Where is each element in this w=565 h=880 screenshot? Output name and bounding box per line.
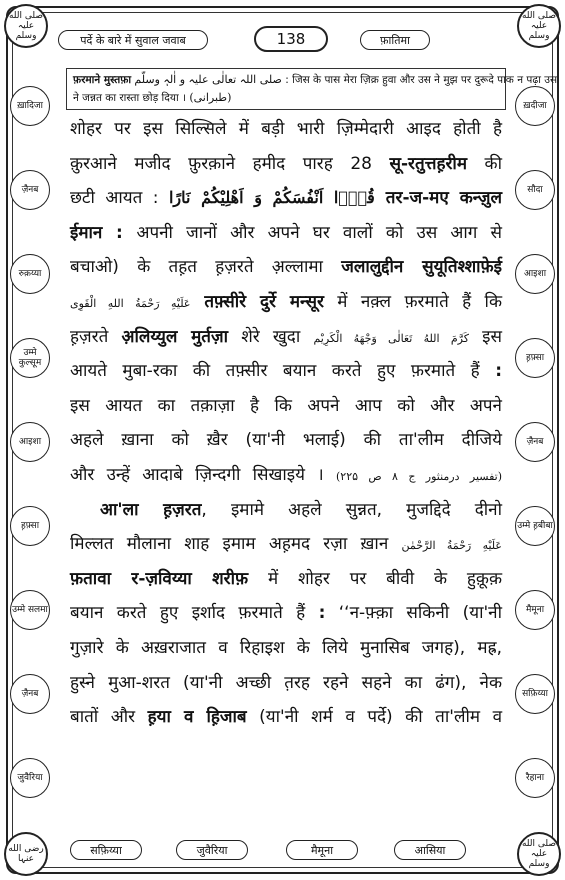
side-label: सौदा <box>515 170 555 210</box>
text-span: में शोहर पर बीवी के हुक़ूक़ <box>248 568 502 589</box>
text-span: शेरे खुदा <box>227 326 314 347</box>
text-span: में नक़्ल फ़रमाते हैं कि <box>323 291 503 312</box>
text-line <box>70 320 502 355</box>
scholar-name: जलालुद्दीन सुयूतिश्शाफ़ेई <box>341 257 502 278</box>
book-title: पर्दे के बारे में सुवाल जवाब <box>58 30 208 50</box>
footer-name: आसिया <box>394 840 466 860</box>
footer-name: जुवैरिया <box>176 840 248 860</box>
text-line <box>70 596 502 631</box>
footer-bar <box>8 840 557 862</box>
text-span: (या'नी शर्म व पर्दे) की ता'लीम व <box>246 707 503 728</box>
side-label: उम्मे ह़बीबा <box>515 506 555 546</box>
hadith-arabic: صلی اللہ تعالٰی علیہ و اٰلہٖ وسلّم <box>134 73 282 86</box>
hadith-line-2 <box>73 89 499 107</box>
person-name: अ़लिय्युल मुर्तज़ा <box>121 326 228 347</box>
book-name: तफ़्सीरे दुर्रे मन्सूर <box>190 291 324 312</box>
text-line <box>70 181 502 216</box>
side-label: ख़दीजा <box>515 86 555 126</box>
hadith-line-1 <box>73 71 558 89</box>
text-span: अहले ख़ाना को ख़ैर (या'नी भलाई) की ता'लीम दीजिये <box>70 430 502 451</box>
corner-text: صلی الله علیہ وسلم <box>521 839 557 869</box>
text-span: इस आयत का तक़ाज़ा है कि अपने आप को और अपने <box>70 395 502 416</box>
footer-name: सफ़िय्या <box>70 840 142 860</box>
text-line <box>70 216 502 251</box>
side-label: रैहाना <box>515 758 555 798</box>
footer-name: मैमूना <box>286 840 358 860</box>
text-span: और उन्हें आदाबे ज़िन्दगी सिखाइये । <box>70 464 336 485</box>
surah-name: सू-रतुत्तह़रीम <box>389 153 467 174</box>
text-span: बातों और <box>70 707 148 728</box>
side-label: ख़ादिजा <box>10 86 50 126</box>
hadith-text-1: : जिस के पास मेरा ज़िक्र हुवा और उस ने मुझ पर दुरूदे पाक न पढ़ा उस <box>285 74 558 86</box>
side-label: रुक़य्या <box>10 254 50 294</box>
side-label: सफ़िय्या <box>515 674 555 714</box>
title-name: आ'ला ह़ज़रत <box>100 499 202 520</box>
side-label: मैमूना <box>515 590 555 630</box>
text-line <box>70 250 502 285</box>
corner-text: رضی الله عنہا <box>8 844 44 864</box>
text-line <box>70 112 502 147</box>
text-span: इस <box>468 326 503 347</box>
citation: (تفسیر درمنثور ج ۸ ص ۲۲۵) <box>336 469 502 483</box>
translation-title: ईमान : <box>70 222 137 243</box>
side-label: उम्मे कुल्सूम <box>10 338 50 378</box>
text-span: , इमामे अहले सुन्नत, मुजद्दिदे दीनो <box>201 499 502 520</box>
header-bar <box>8 30 557 58</box>
text-span: बयान करते हुए इर्शाद फ़रमाते हैं <box>70 603 319 624</box>
arabic-honorific: عَلَیْهِ رَحْمَةُ اللهِ الْقَوِی <box>70 296 191 310</box>
text-line <box>70 631 502 666</box>
side-label: ज़ैनब <box>10 170 50 210</box>
hadith-source: (طبرانی) <box>189 91 232 104</box>
text-line <box>70 354 502 389</box>
text-span: अपनी जानों और अपने घर वालों को उस आग से <box>136 222 502 243</box>
text-line <box>70 700 502 735</box>
hadith-label: फ़रमाने मुस्तफ़ा <box>73 74 132 86</box>
body-text <box>70 112 502 735</box>
text-line <box>70 666 502 701</box>
header-name-right: फ़ातिमा <box>360 30 430 50</box>
book-name: फ़तावा र-ज़विय्या शरीफ़ <box>70 568 249 589</box>
corner-text: صلی الله علیہ وسلم <box>521 11 557 41</box>
text-line <box>70 562 502 597</box>
text-span: ह़ज़रते <box>70 326 122 347</box>
side-label: आइशा <box>10 422 50 462</box>
text-line <box>70 423 502 458</box>
translation-title: तर-ज-मए कन्ज़ुल <box>374 188 502 209</box>
text-line <box>70 389 502 424</box>
text-span: गुज़ारे के अख़राजात व रिहाइश के लिये मुनासिब जगह), मह्र, <box>70 637 502 658</box>
text-span: शोहर पर इस सिल्सिले में बड़ी भारी ज़िम्मेदारी आइद होती है <box>70 119 502 139</box>
text-span: क़ुरआने मजीद फ़ुरक़ाने हमीद पारह 28 <box>70 153 390 174</box>
arabic-honorific: كَرَّمَ اللهُ تَعَالٰی وَجْهَهُ الْكَرِیْم <box>313 331 469 345</box>
corner-text: صلی الله علیہ وسلم <box>8 11 44 41</box>
side-label: ह़फ़्सा <box>10 506 50 546</box>
text-span: हुस्ने मुआ-शरत (या'नी अच्छी त़रह रहने सहने का ढंग), नेक <box>70 672 502 693</box>
text-span: आयते मुबा-रका की तफ़्सीर बयान करते हुए फ़रमाते हैं <box>70 361 496 382</box>
text-span: ‘‘न-फ़्क़ा सकिनी (या'नी <box>325 603 503 624</box>
text-span: : <box>495 361 502 382</box>
text-span: बचाओ) के तह़त ह़ज़रते अ़ल्लामा <box>70 257 342 278</box>
text-span: की <box>467 153 502 174</box>
side-label: जुवैरिया <box>10 758 50 798</box>
arabic-honorific: عَلَیْهِ رَحْمَةُ الرَّحْمٰن <box>401 539 502 553</box>
page-number: 138 <box>254 26 328 52</box>
side-label: उम्मे सलमा <box>10 590 50 630</box>
side-label: ज़ैनब <box>10 674 50 714</box>
text-span: छटी आयत : <box>70 188 169 209</box>
text-line <box>70 147 502 182</box>
side-label: ज़ैनब <box>515 422 555 462</box>
text-line <box>70 493 502 528</box>
text-span: : <box>318 603 326 624</box>
text-line <box>70 285 502 320</box>
hadith-text-2: ने जन्नत का रास्ता छोड़ दिया । <box>73 92 186 104</box>
quran-verse: قُوْۤا اَنْفُسَكُمْ وَ اَهْلِیْكُمْ نَارًا <box>168 188 375 208</box>
text-span: मिल्लत मौलाना शाह इमाम अह़मद रज़ा ख़ान <box>70 534 402 555</box>
emphasis: ह़या व ह़िजाब <box>147 707 247 728</box>
text-line <box>70 458 502 493</box>
side-label: ह़फ़्सा <box>515 338 555 378</box>
text-line <box>70 527 502 562</box>
side-label: आइशा <box>515 254 555 294</box>
